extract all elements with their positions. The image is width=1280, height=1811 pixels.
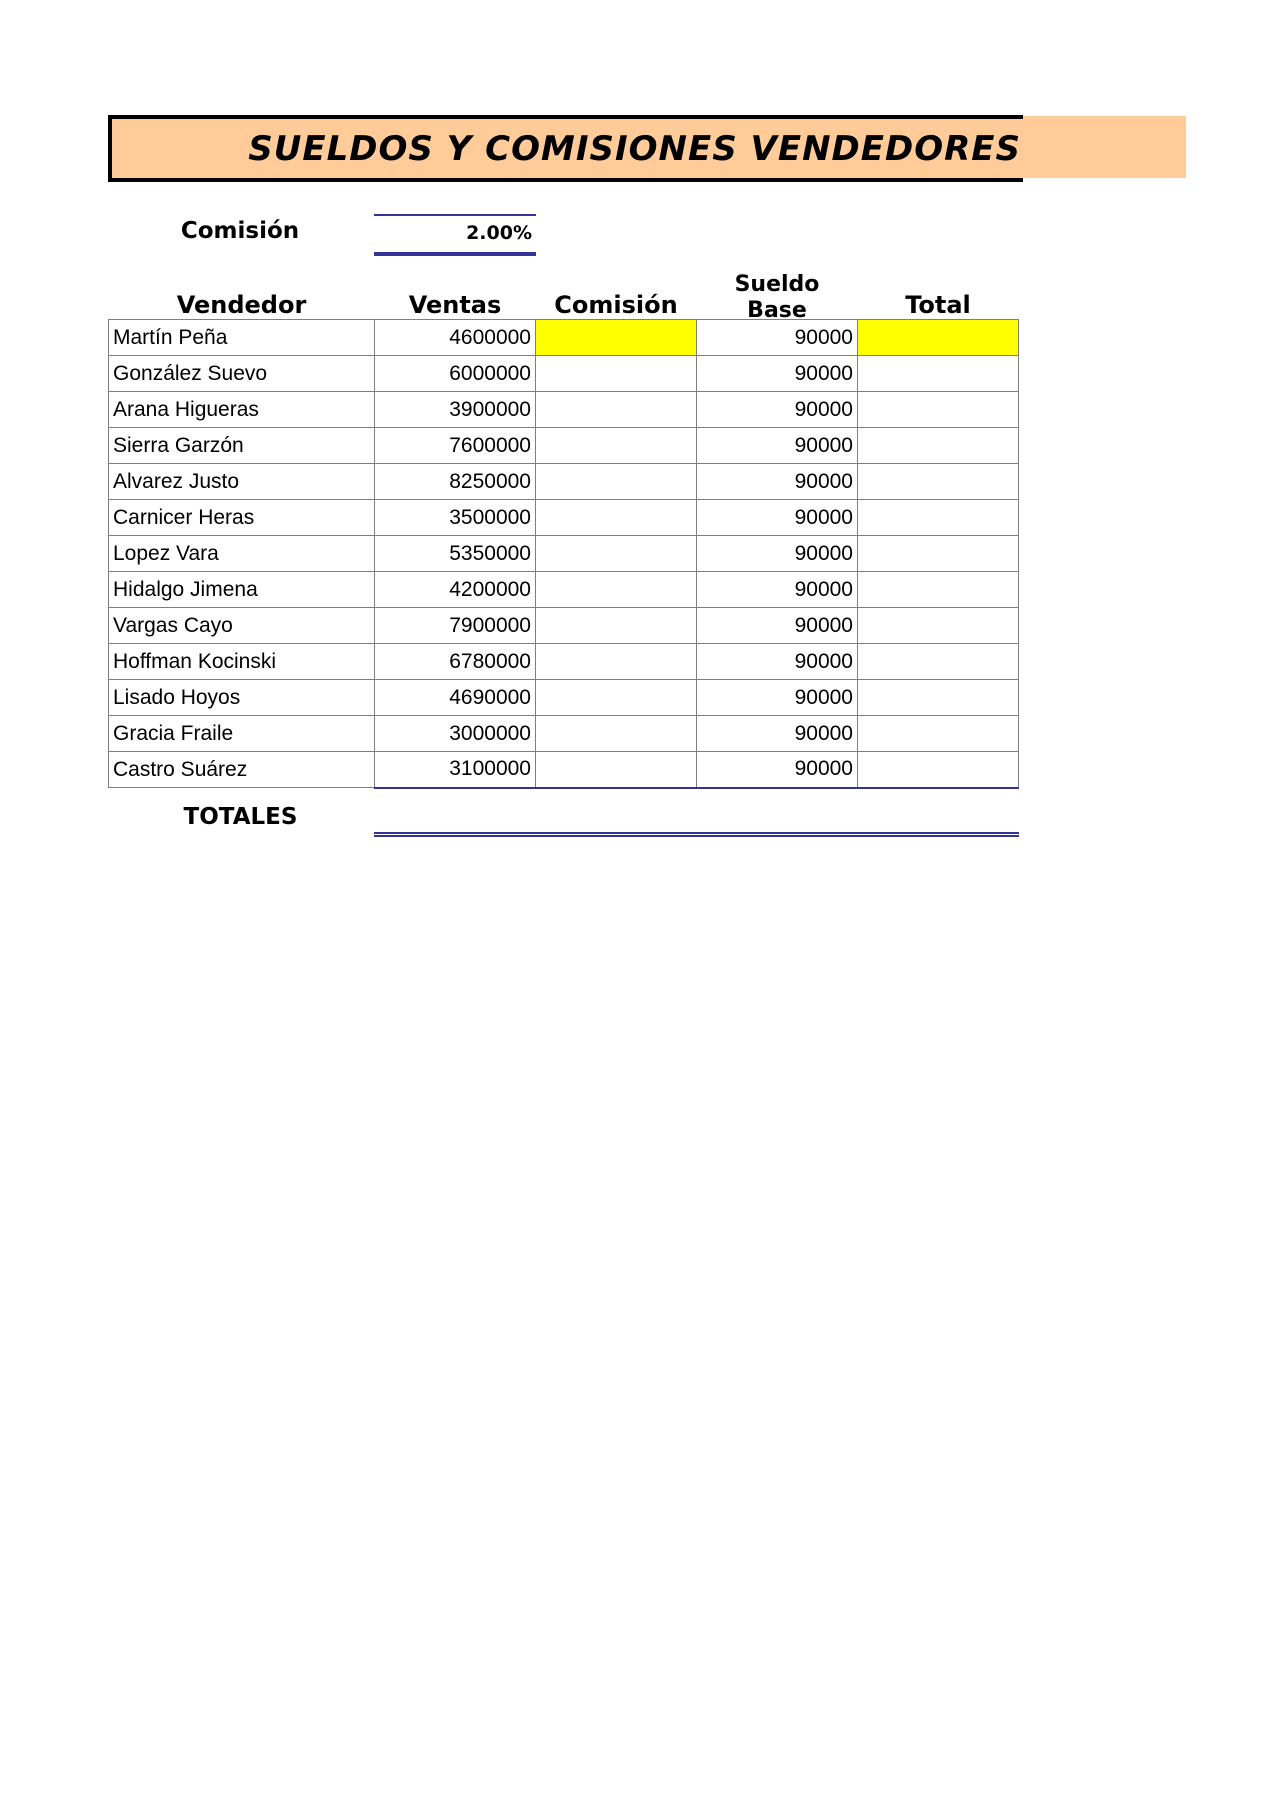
cell-sueldo-base[interactable]: 90000 [697,716,858,752]
title-box [108,115,1023,182]
cell-total[interactable] [858,752,1019,788]
cell-comision[interactable] [536,464,697,500]
cell-comision[interactable] [536,536,697,572]
cell-ventas[interactable]: 3000000 [375,716,536,752]
table-row [109,608,1019,644]
cell-vendedor[interactable]: Lisado Hoyos [109,680,375,716]
cell-vendedor[interactable]: Hoffman Kocinski [109,644,375,680]
cell-vendedor[interactable]: Martín Peña [109,320,375,356]
cell-comision[interactable] [536,716,697,752]
cell-ventas[interactable]: 5350000 [375,536,536,572]
cell-total[interactable] [858,680,1019,716]
cell-comision[interactable] [536,500,697,536]
cell-vendedor[interactable]: Alvarez Justo [109,464,375,500]
cell-ventas[interactable]: 7600000 [375,428,536,464]
cell-comision[interactable] [536,680,697,716]
cell-ventas[interactable]: 3900000 [375,392,536,428]
cell-ventas[interactable]: 4200000 [375,572,536,608]
table-row [109,752,1019,788]
cell-comision[interactable] [536,608,697,644]
cell-vendedor[interactable]: Sierra Garzón [109,428,375,464]
cell-comision[interactable] [536,428,697,464]
cell-ventas[interactable]: 3100000 [375,752,536,788]
cell-total[interactable] [858,356,1019,392]
cell-sueldo-base[interactable]: 90000 [697,752,858,788]
cell-ventas[interactable]: 8250000 [375,464,536,500]
totals-underline [374,832,1019,837]
cell-total[interactable] [858,716,1019,752]
cell-total[interactable] [858,536,1019,572]
header-comision: Comisión [554,291,678,319]
cell-sueldo-base[interactable]: 90000 [697,320,858,356]
header-total: Total [905,291,971,319]
cell-ventas[interactable]: 4600000 [375,320,536,356]
table-row [109,644,1019,680]
cell-vendedor[interactable]: Vargas Cayo [109,608,375,644]
cell-sueldo-base[interactable]: 90000 [697,644,858,680]
cell-sueldo-base[interactable]: 90000 [697,464,858,500]
sheet-title: SUELDOS Y COMISIONES VENDEDORES [248,128,1021,169]
cell-total[interactable] [858,392,1019,428]
cell-total[interactable] [858,464,1019,500]
cell-total[interactable] [858,644,1019,680]
header-sueldo-line2: Base [747,298,807,323]
header-ventas: Ventas [408,291,502,319]
cell-total[interactable] [858,572,1019,608]
cell-sueldo-base[interactable]: 90000 [697,500,858,536]
cell-sueldo-base[interactable]: 90000 [697,536,858,572]
header-sueldo-base [697,272,858,323]
table-row [109,500,1019,536]
cell-comision[interactable] [536,356,697,392]
commission-rate-cell[interactable] [374,214,536,256]
cell-comision[interactable] [536,392,697,428]
cell-ventas[interactable]: 6000000 [375,356,536,392]
header-sueldo-line1: Sueldo [734,272,820,297]
cell-sueldo-base[interactable]: 90000 [697,680,858,716]
table-header-row [109,284,1019,320]
cell-vendedor[interactable]: Castro Suárez [109,752,375,788]
cell-sueldo-base[interactable]: 90000 [697,608,858,644]
table-row [109,680,1019,716]
table-row [109,716,1019,752]
cell-total[interactable] [858,608,1019,644]
table-row [109,428,1019,464]
table-row [109,320,1019,356]
cell-vendedor[interactable]: González Suevo [109,356,375,392]
header-vendedor: Vendedor [176,291,307,319]
cell-vendedor[interactable]: Hidalgo Jimena [109,572,375,608]
cell-sueldo-base[interactable]: 90000 [697,572,858,608]
cell-comision[interactable] [536,572,697,608]
cell-comision[interactable] [536,752,697,788]
cell-comision[interactable] [536,644,697,680]
table-row [109,392,1019,428]
cell-sueldo-base[interactable]: 90000 [697,428,858,464]
cell-vendedor[interactable]: Carnicer Heras [109,500,375,536]
cell-vendedor[interactable]: Gracia Fraile [109,716,375,752]
table-row [109,464,1019,500]
cell-sueldo-base[interactable]: 90000 [697,356,858,392]
cell-total[interactable] [858,428,1019,464]
cell-vendedor[interactable]: Arana Higueras [109,392,375,428]
cell-total[interactable] [858,500,1019,536]
cell-ventas[interactable]: 4690000 [375,680,536,716]
commission-label: Comisión [180,218,300,244]
table-row [109,536,1019,572]
cell-ventas[interactable]: 6780000 [375,644,536,680]
cell-sueldo-base[interactable]: 90000 [697,392,858,428]
cell-vendedor[interactable]: Lopez Vara [109,536,375,572]
commission-rate-value: 2.00% [466,222,532,244]
totals-label: TOTALES [183,804,298,830]
cell-ventas[interactable]: 3500000 [375,500,536,536]
sales-table [108,272,1019,789]
cell-ventas[interactable]: 7900000 [375,608,536,644]
table-row [109,356,1019,392]
cell-comision[interactable] [536,320,697,356]
table-row [109,572,1019,608]
cell-total[interactable] [858,320,1019,356]
